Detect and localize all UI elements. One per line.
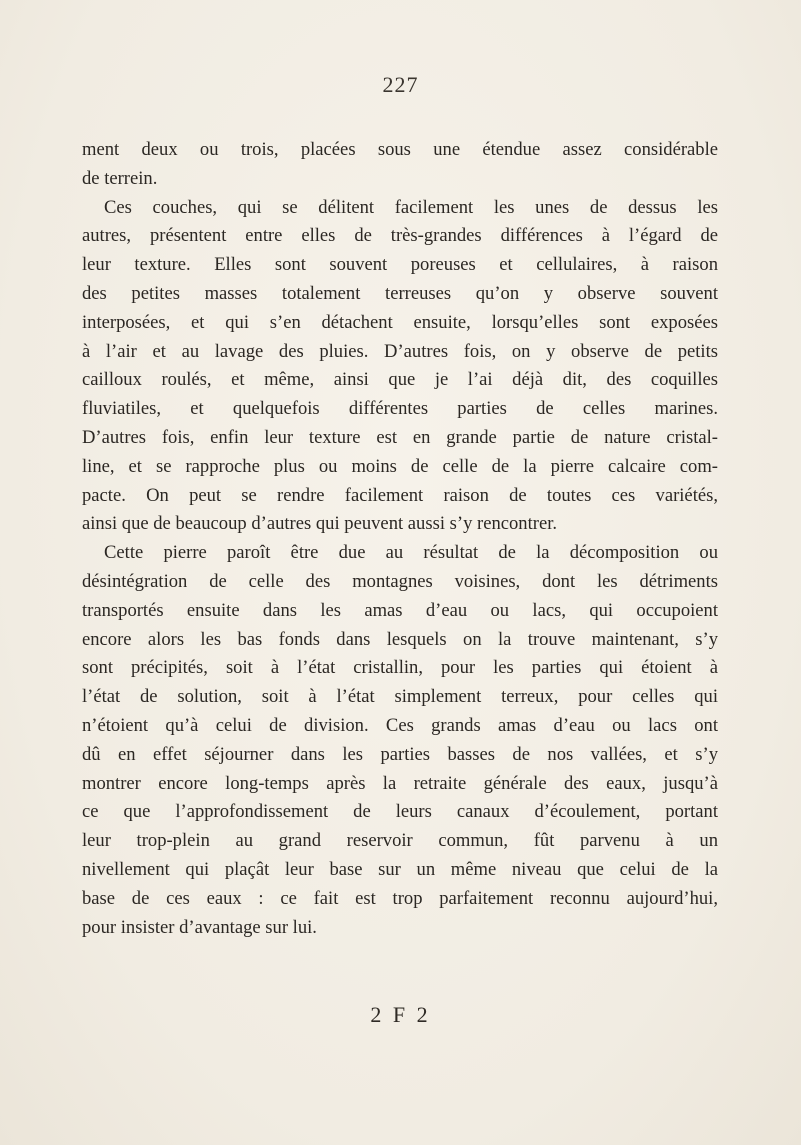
text-line: ce que l’approfondissement de leurs canaux d’écoulement, portant [82, 801, 718, 823]
text-line: D’autres fois, enfin leur texture est en grande partie de nature cristal- [82, 426, 718, 448]
text-line: base de ces eaux : ce fait est trop parfaitement reconnu aujourd’hui, [82, 887, 718, 909]
text-line: n’étoient qu’à celui de division. Ces grands amas d’eau ou lacs ont [82, 714, 718, 736]
text-line: pour insister d’avantage sur lui. [82, 916, 317, 938]
signature-mark: 2 F 2 [370, 1002, 431, 1027]
text-line: pacte. On peut se rendre facilement raison de toutes ces variétés, [82, 484, 718, 506]
text-line: fluviatiles, et quelquefois différentes parties de celles marines. [82, 398, 718, 420]
text-line: nivellement qui plaçât leur base sur un même niveau que celui de la [82, 858, 718, 880]
text-line: interposées, et qui s’en détachent ensuite, lorsqu’elles sont exposées [82, 311, 718, 333]
page-number: 227 [382, 72, 419, 97]
text-line: sont précipités, soit à l’état cristallin, pour les parties qui étoient à [82, 657, 718, 679]
text-line: de terrein. [82, 167, 158, 189]
text-line: transportés ensuite dans les amas d’eau ou lacs, qui occupoient [82, 599, 718, 621]
text-line: montrer encore long-temps après la retraite générale des eaux, jusqu’à [82, 772, 718, 794]
text-line: Cette pierre paroît être due au résultat de la décomposition ou [104, 542, 718, 564]
text-line: encore alors les bas fonds dans lesquels on la trouve maintenant, s’y [82, 628, 718, 650]
text-line: line, et se rapproche plus ou moins de celle de la pierre calcaire com- [82, 455, 718, 477]
text-line: Ces couches, qui se délitent facilement les unes de dessus les [104, 196, 718, 218]
text-line: cailloux roulés, et même, ainsi que je l’ai déjà dit, des coquilles [82, 369, 718, 391]
text-line: désintégration de celle des montagnes voisines, dont les détriments [82, 570, 718, 592]
text-line: à l’air et au lavage des pluies. D’autres fois, on y observe de petits [82, 340, 718, 362]
text-line: ment deux ou trois, placées sous une étendue assez considérable [82, 139, 718, 160]
text-line: dû en effet séjourner dans les parties basses de nos vallées, et s’y [82, 743, 718, 765]
text-line: l’état de solution, soit à l’état simplement terreux, pour celles qui [82, 686, 718, 708]
text-line: des petites masses totalement terreuses qu’on y observe souvent [82, 282, 718, 304]
body-text [82, 136, 718, 942]
text-line: autres, présentent entre elles de très-grandes différences à l’égard de [82, 225, 718, 247]
text-line: leur trop-plein au grand reservoir commun, fût parvenu à un [82, 830, 718, 852]
text-line: ainsi que de beaucoup d’autres qui peuvent aussi s’y rencontrer. [82, 513, 558, 535]
text-line: leur texture. Elles sont souvent poreuses et cellulaires, à raison [82, 254, 718, 276]
